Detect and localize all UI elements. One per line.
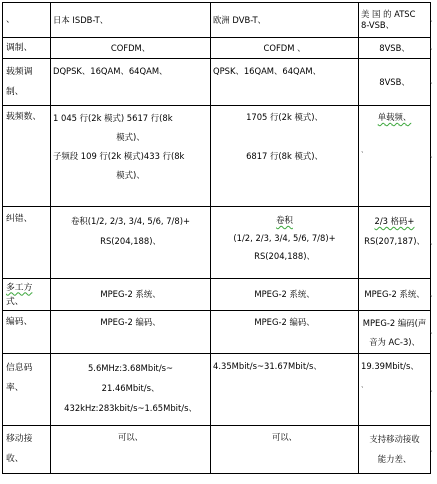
header-europe: 欧洲 DVB-T、: [213, 14, 266, 25]
header-usa-line1: 美 国 的 ATSC: [361, 9, 416, 19]
row-end-mark: 、: [430, 77, 437, 85]
usa-coding: MPEG-2 编码(声 音为 AC-3)、: [359, 311, 431, 354]
table-row-error-correction: [3, 207, 431, 279]
usa-multiplexing: MPEG-2 系统、: [359, 279, 431, 311]
europe-multiplexing: MPEG-2 系统、: [211, 279, 359, 311]
japan-carrier-count: 1 045 行(2k 模式) 5617 行(8k 模式)、 子频段 109 行(2k 模式)433 行(8k 模式)、: [51, 106, 211, 207]
header-japan: 日本 ISDB-T、: [53, 14, 109, 25]
japan-error-correction: 卷积(1/2, 2/3, 3/4, 5/6, 7/8)+ RS(204,188)、: [51, 207, 211, 279]
europe-bitrate: 4.35Mbit/s~31.67Mbit/s、: [211, 354, 359, 426]
row-end-mark: 、: [430, 15, 437, 23]
label-carrier-count: 载频数、: [3, 106, 51, 207]
table-row-header: [3, 3, 431, 38]
table-row-multiplexing: [3, 279, 431, 311]
header-europe-cell: [211, 3, 359, 38]
row-end-mark: 、: [430, 327, 437, 335]
label-bitrate: 信息码 率、: [3, 354, 51, 426]
europe-mobile: 可以、: [211, 426, 359, 474]
usa-modulation: 8VSB、: [359, 38, 431, 59]
label-carrier-modulation: 载频调 制、: [3, 59, 51, 106]
japan-modulation: COFDM、: [51, 38, 211, 59]
europe-carrier-count: 1705 行(2k 模式)、 6817 行(8k 模式)、: [211, 106, 359, 207]
row-end-mark: 、: [430, 444, 437, 453]
label-multiplexing: 多工方 式、: [3, 279, 51, 311]
europe-carrier-modulation: QPSK、16QAM、64QAM、: [211, 59, 359, 106]
usa-carrier-count: 单载频、 、: [359, 106, 431, 207]
table-row-bitrate: [3, 354, 431, 426]
japan-carrier-modulation: DQPSK、16QAM、64QAM、: [51, 59, 211, 106]
comparison-table: [2, 2, 431, 474]
header-usa-cell: [359, 3, 431, 38]
row-end-mark: 、: [430, 151, 437, 159]
usa-bitrate: 19.39Mbit/s、 、: [359, 354, 431, 426]
row-end-mark: 、: [430, 289, 437, 298]
europe-coding: MPEG-2 编码、: [211, 311, 359, 354]
japan-bitrate: 5.6MHz:3.68Mbit/s~ 21.46Mbit/s、 432kHz:283kbit/s~1.65Mbit/s、: [51, 354, 211, 426]
row-end-mark: 、: [430, 384, 437, 393]
usa-error-correction: 2/3 格码+ RS(207,187)、: [359, 207, 431, 279]
usa-mobile: 支持移动接收 能力差、: [359, 426, 431, 474]
label-error-correction: 纠错、: [3, 207, 51, 279]
europe-modulation: COFDM 、: [211, 38, 359, 59]
header-usa-line2: 8-VSB、: [361, 20, 395, 30]
header-japan-cell: [51, 3, 211, 38]
table-row-modulation: [3, 38, 431, 59]
usa-carrier-modulation: 8VSB、: [359, 59, 431, 106]
label-coding: 编码、: [3, 311, 51, 354]
europe-error-correction: 卷积 (1/2, 2/3, 3/4, 5/6, 7/8)+ RS(204,188)、: [211, 207, 359, 279]
japan-multiplexing: MPEG-2 系统、: [51, 279, 211, 311]
table-row-carrier-count: [3, 106, 431, 207]
label-modulation: 调制、: [3, 38, 51, 59]
table-row-mobile: [3, 426, 431, 474]
row-end-mark: 、: [430, 237, 437, 246]
table-row-coding: [3, 311, 431, 354]
japan-coding: MPEG-2 编码、: [51, 311, 211, 354]
row-end-mark: 、: [430, 43, 437, 51]
header-corner-cell: 、: [3, 3, 51, 38]
table-row-carrier-modulation: [3, 59, 431, 106]
japan-mobile: 可以、: [51, 426, 211, 474]
label-mobile: 移动接 收、: [3, 426, 51, 474]
